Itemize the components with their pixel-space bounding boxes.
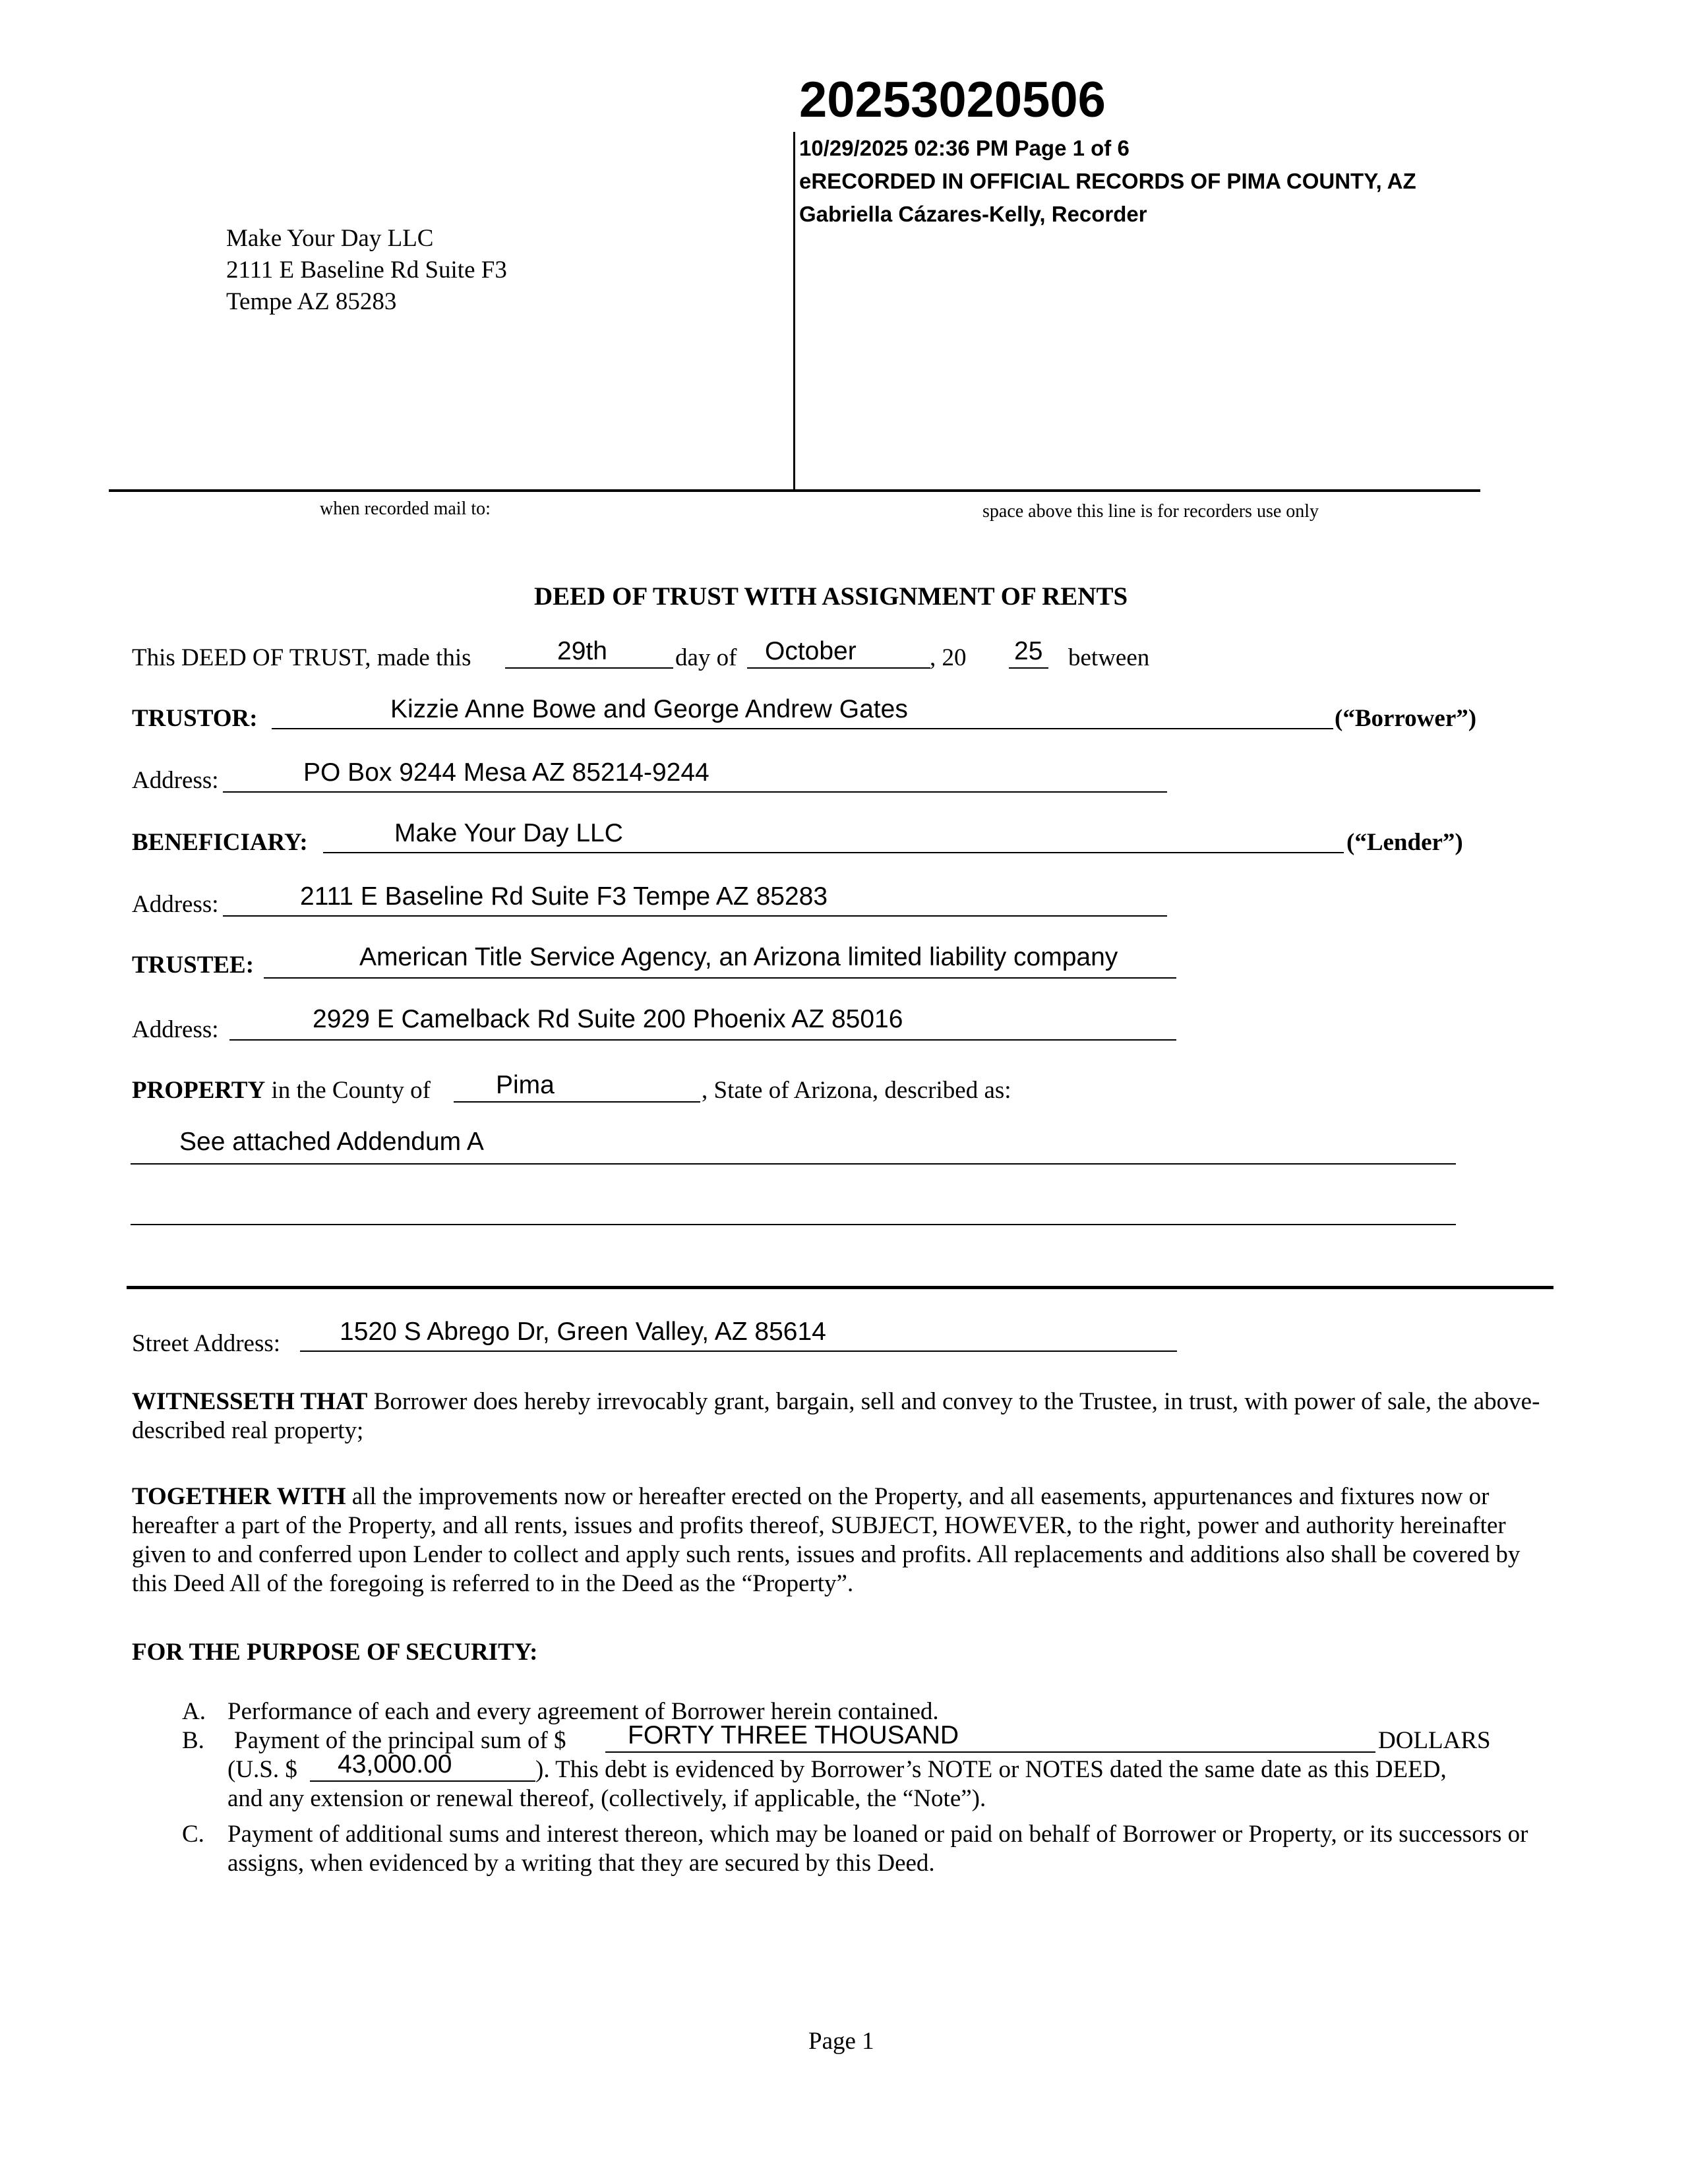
property-line-1: [131, 1163, 1456, 1165]
street-address-value: 1520 S Abrego Dr, Green Valley, AZ 85614: [340, 1318, 826, 1346]
trustor-address-label: Address:: [132, 767, 219, 794]
property-label: [132, 1076, 431, 1105]
mail-to-address2: Tempe AZ 85283: [226, 288, 397, 315]
item-b-text3: and any extension or renewal thereof, (collectively, if applicable, the “Note”).: [227, 1785, 986, 1812]
trustee-address: 2929 E Camelback Rd Suite 200 Phoenix AZ 85016: [313, 1005, 903, 1033]
for-purpose-heading: FOR THE PURPOSE OF SECURITY:: [132, 1639, 538, 1666]
item-b-text1: Payment of the principal sum of $: [234, 1727, 566, 1754]
trustor-address: PO Box 9244 Mesa AZ 85214-9244: [303, 758, 709, 787]
principal-amount: 43,000.00: [338, 1750, 452, 1778]
witnesseth-paragraph: [132, 1387, 1543, 1445]
beneficiary-label: BENEFICIARY:: [132, 829, 308, 856]
county-underline: [454, 1101, 700, 1103]
trustor-underline: [272, 728, 1333, 729]
recorder-name: Gabriella Cázares-Kelly, Recorder: [799, 202, 1147, 226]
year-underline: [1009, 667, 1048, 669]
beneficiary-name: Make Your Day LLC: [394, 819, 623, 847]
witnesseth-text: Borrower does hereby irrevocably grant, bargain, sell and convey to the Trustee, in trust, with power of sale, the above-described real property;: [132, 1388, 1540, 1444]
street-address-label: Street Address:: [132, 1330, 281, 1357]
us-dollar-label: (U.S. $: [227, 1756, 297, 1783]
item-b-letter: B.: [182, 1727, 204, 1754]
day-value: 29th: [557, 637, 607, 665]
recorded-line: eRECORDED IN OFFICIAL RECORDS OF PIMA COUNTY, AZ: [799, 169, 1416, 193]
property-line-2: [131, 1224, 1456, 1225]
state-of-label: , State of Arizona, described as:: [702, 1077, 1011, 1104]
between-label: between: [1068, 644, 1150, 671]
year-prefix: , 20: [930, 644, 967, 671]
beneficiary-underline: [323, 852, 1344, 853]
trustor-address-underline: [223, 791, 1167, 793]
trustor-label: TRUSTOR:: [132, 705, 258, 732]
county-value: Pima: [496, 1071, 555, 1099]
trustee-address-underline: [229, 1039, 1176, 1041]
document-title: DEED OF TRUST WITH ASSIGNMENT OF RENTS: [534, 582, 1128, 611]
item-c-text: Payment of additional sums and interest thereon, which may be loaned or paid on behalf of Borrower or Property, or its successors or assigns, when evidenced by a writing that they are secured by this Deed.: [227, 1821, 1528, 1877]
street-address-underline: [300, 1350, 1177, 1352]
trustee-underline: [264, 977, 1176, 979]
trustee-label: TRUSTEE:: [132, 952, 255, 979]
recording-datetime: 10/29/2025 02:36 PM Page 1 of 6: [799, 136, 1130, 160]
dollars-label: DOLLARS: [1378, 1727, 1491, 1754]
when-recorded-label: when recorded mail to:: [320, 499, 491, 519]
item-c-letter: C.: [182, 1821, 204, 1848]
day-underline: [505, 667, 673, 669]
recording-number: 20253020506: [799, 72, 1106, 128]
trustee-name: American Title Service Agency, an Arizona limited liability company: [359, 943, 1118, 971]
principal-words-underline: [605, 1751, 1375, 1753]
in-county-label: in the County of: [265, 1077, 431, 1104]
year-value: 25: [1014, 637, 1043, 665]
principal-amount-underline: [310, 1780, 535, 1782]
property-description: See attached Addendum A: [179, 1128, 484, 1156]
beneficiary-address-label: Address:: [132, 891, 219, 918]
day-of-label: day of: [675, 644, 737, 671]
principal-words: FORTY THREE THOUSAND: [628, 1721, 959, 1749]
header-divider: [793, 132, 795, 491]
item-a-text: Performance of each and every agreement of Borrower herein contained.: [227, 1698, 939, 1725]
recorders-space-label: space above this line is for recorders use only: [982, 501, 1319, 522]
together-bold: TOGETHER WITH: [132, 1483, 346, 1510]
together-paragraph: [132, 1482, 1543, 1598]
property-rule: [127, 1286, 1553, 1289]
lender-label: (“Lender”): [1346, 829, 1463, 856]
beneficiary-address-underline: [223, 915, 1167, 917]
mail-to-address1: 2111 E Baseline Rd Suite F3: [226, 257, 507, 284]
month-underline: [747, 667, 930, 669]
header-rule: [109, 489, 1480, 492]
trustor-name: Kizzie Anne Bowe and George Andrew Gates: [390, 695, 908, 723]
page-number: Page 1: [808, 2028, 874, 2055]
together-text: all the improvements now or hereafter erected on the Property, and all easements, appurtenances and fixtures now or hereafter a part of the Property, and all rents, issues and profits thereof, SUBJECT, HOWEVER, to the right, power and authority hereinafter given to and conferred upon Lender to collect and apply such rents, issues and profits. All replacements and additions also shall be covered by this Deed All of the foregoing is referred to in the Deed as the “Property”.: [132, 1483, 1521, 1597]
item-b-text2: ). This debt is evidenced by Borrower’s NOTE or NOTES dated the same date as this DEED,: [535, 1756, 1447, 1783]
borrower-label: (“Borrower”): [1335, 705, 1477, 732]
property-bold-label: PROPERTY: [132, 1077, 266, 1104]
trustee-address-label: Address:: [132, 1016, 219, 1043]
witnesseth-bold: WITNESSETH THAT: [132, 1388, 368, 1415]
beneficiary-address: 2111 E Baseline Rd Suite F3 Tempe AZ 85283: [300, 882, 828, 911]
made-this-label: This DEED OF TRUST, made this: [132, 644, 471, 671]
item-a-letter: A.: [182, 1698, 206, 1725]
mail-to-name: Make Your Day LLC: [226, 225, 434, 252]
month-value: October: [765, 637, 857, 665]
